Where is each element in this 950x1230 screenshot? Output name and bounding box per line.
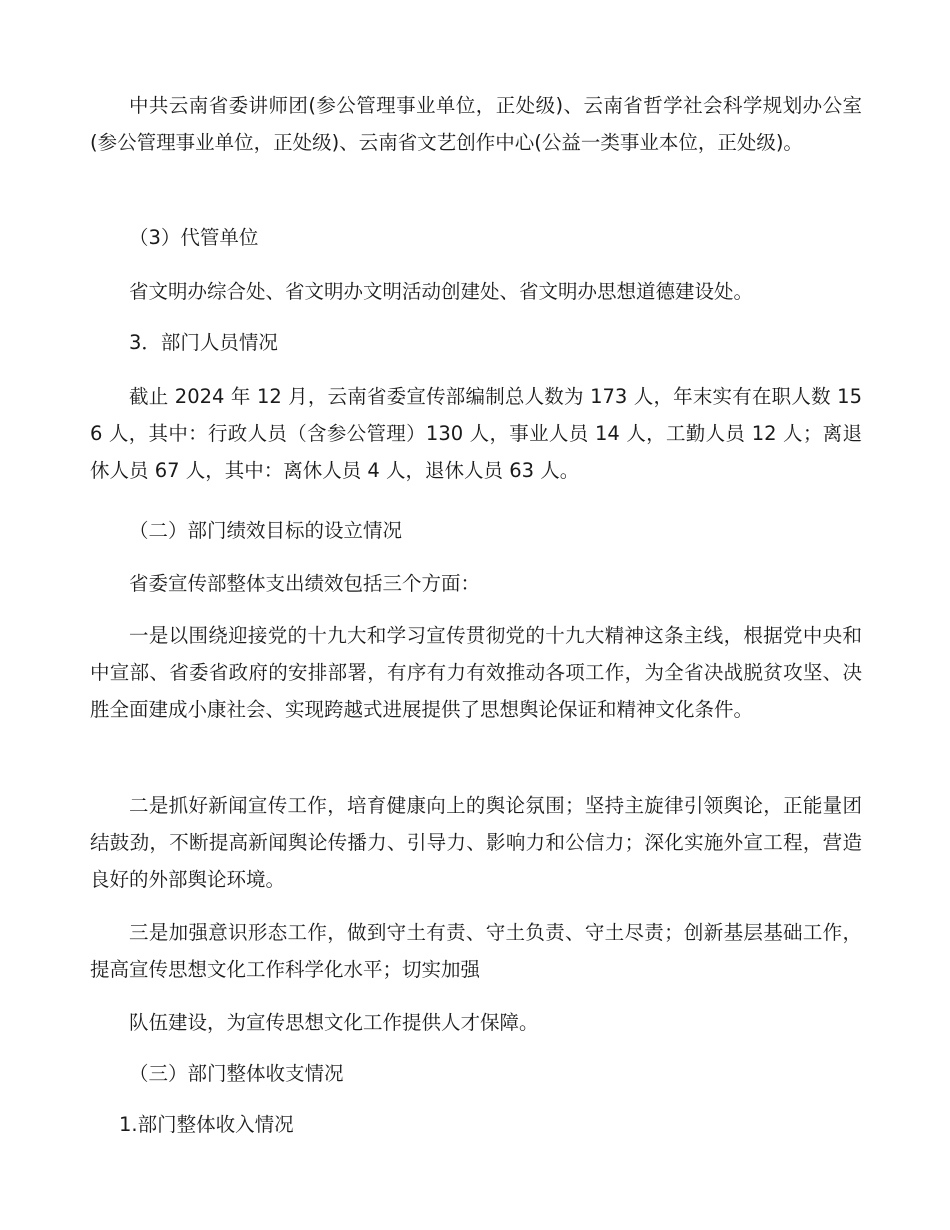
paragraph-goal-one: 一是以围绕迎接党的十九大和学习宣传贯彻党的十九大精神这条主线，根据党中央和中宣部、省委省政府的安排部署，有序有力有效推动各项工作，为全省决战脱贫攻坚、决胜全面建成小康社会、实现跨越式进展提供了思想舆论保证和精神文化条件。 [90, 624, 862, 721]
paragraph-goal-three-continued: 队伍建设，为宣传思想文化工作提供人才保障。 [129, 1011, 539, 1034]
heading-performance-goals: （二）部门绩效目标的设立情况 [129, 519, 403, 542]
paragraph-managed-units: 省文明办综合处、省文明办文明活动创建处、省文明办思想道德建设处。 [129, 280, 754, 303]
heading-budget: （三）部门整体收支情况 [129, 1062, 344, 1085]
paragraph-goals-intro: 省委宣传部整体支出绩效包括三个方面： [129, 572, 481, 595]
heading-managed-units: （3）代管单位 [129, 226, 259, 249]
paragraph-goal-three: 三是加强意识形态工作，做到守土有责、守土负责、守土尽责；创新基层基础工作，提高宣传思想文化工作科学化水平；切实加强 [90, 921, 862, 981]
paragraph-affiliated-units: 中共云南省委讲师团(参公管理事业单位，正处级)、云南省哲学社会科学规划办公室(参公管理事业单位，正处级)、云南省文艺创作中心(公益一类事业本位，正处级)。 [90, 94, 862, 154]
heading-income: 1.部门整体收入情况 [119, 1113, 294, 1136]
paragraph-goal-two: 二是抓好新闻宣传工作，培育健康向上的舆论氛围；坚持主旋律引领舆论，正能量团结鼓劲，不断提高新闻舆论传播力、引导力、影响力和公信力；深化实施外宣工程，营造良好的外部舆论环境。 [90, 794, 862, 891]
paragraph-staff: 截止 2024 年 12 月，云南省委宣传部编制总人数为 173 人，年末实有在职人数 156 人，其中：行政人员（含参公管理）130 人，事业人员 14 人，工勤人员 12 人；离退休人员 67 人，其中：离休人员 4 人，退休人员 63 人。 [90, 385, 862, 482]
heading-staff: 3．部门人员情况 [129, 331, 278, 354]
